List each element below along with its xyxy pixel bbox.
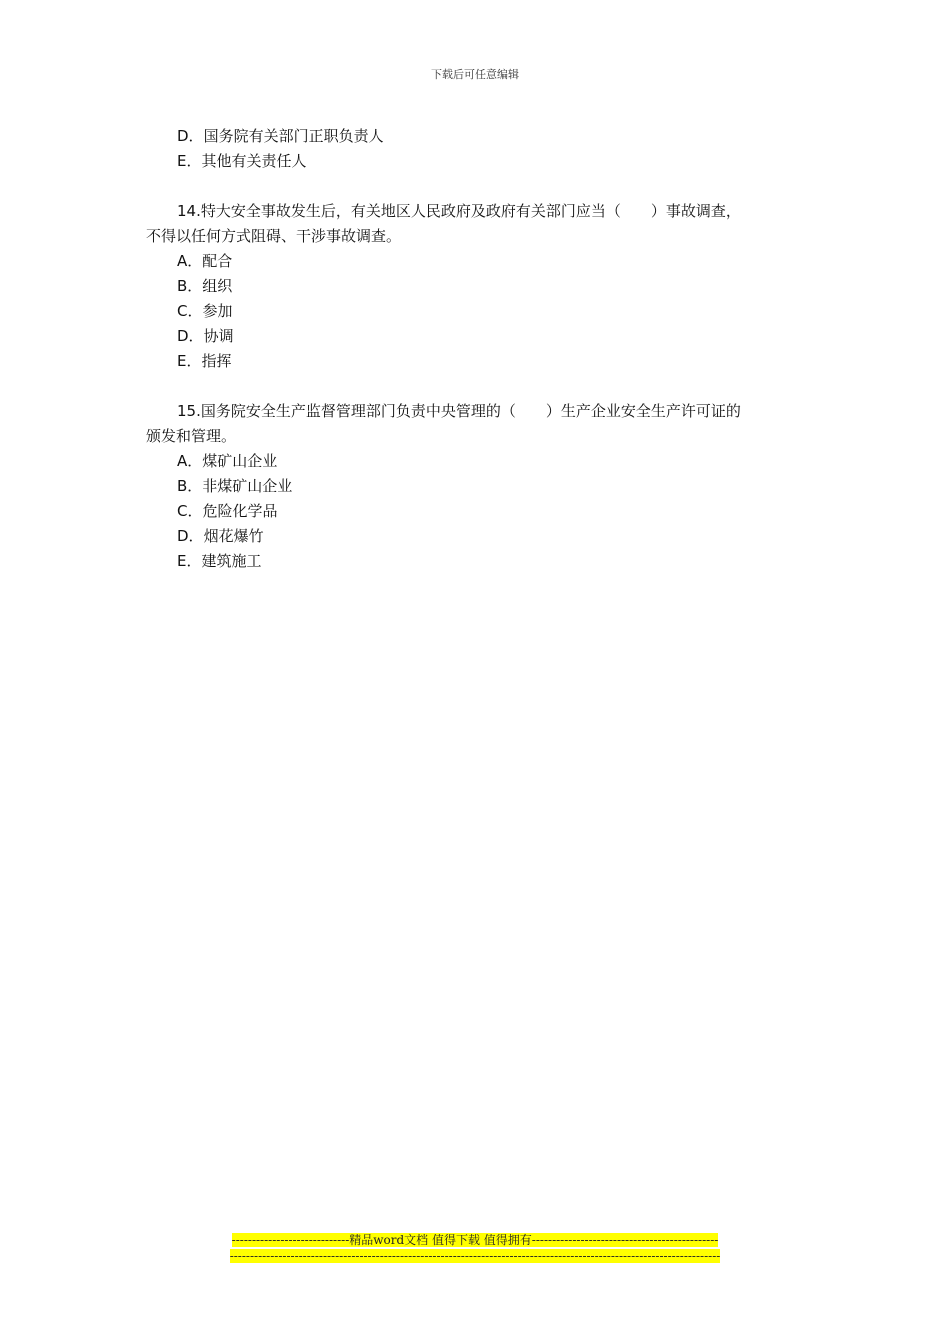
option-text: 国务院有关部门正职负责人	[203, 127, 384, 145]
option-letter: B．	[177, 277, 203, 295]
option-letter: C．	[177, 302, 203, 320]
option-letter: D．	[177, 327, 204, 345]
question-14-option-e	[146, 349, 806, 374]
page-header: 下载后可任意编辑	[431, 68, 519, 81]
question-14-number: 14.	[177, 202, 201, 220]
option-text: 指挥	[201, 352, 232, 370]
option-text: 煤矿山企业	[202, 452, 278, 470]
question-14-option-c	[146, 299, 806, 324]
question-14-stem-line-2: 不得以任何方式阻碍、干涉事故调查。	[146, 227, 402, 245]
option-text: 非煤矿山企业	[202, 477, 293, 495]
document-body	[146, 124, 806, 574]
question-15-option-b	[146, 474, 806, 499]
option-letter: C．	[177, 502, 203, 520]
option-letter: D．	[177, 127, 204, 145]
footer-banner-line-1	[0, 1233, 950, 1248]
question-15-option-e	[146, 549, 806, 574]
option-letter: E．	[177, 152, 202, 170]
question-14-option-a	[146, 249, 806, 274]
question-15-option-a	[146, 449, 806, 474]
question-14-stem-line-1	[146, 199, 806, 224]
option-letter: A．	[177, 252, 203, 270]
option-text: 参加	[202, 302, 233, 320]
option-letter: B．	[177, 477, 203, 495]
question-15-text-1: 国务院安全生产监督管理部门负责中央管理的（ ）生产企业安全生产许可证的	[200, 402, 741, 420]
question-14-text-1: 特大安全事故发生后，有关地区人民政府及政府有关部门应当（ ）事故调查，	[200, 202, 741, 220]
question-13-option-e	[146, 149, 806, 174]
footer-banner-dashes: -------------------------------------------------------------------------------------------------------------------------	[229, 1249, 721, 1263]
option-letter: A．	[177, 452, 203, 470]
question-15-stem-line-1	[146, 399, 806, 424]
question-14	[146, 199, 806, 374]
option-text: 其他有关责任人	[201, 152, 307, 170]
footer-banner-text: -----------------------------精品word文档 值得下载 值得拥有----------------------------------------------	[231, 1233, 719, 1247]
option-text: 危险化学品	[202, 502, 278, 520]
question-15-number: 15.	[177, 402, 201, 420]
option-letter: E．	[177, 552, 202, 570]
option-letter: E．	[177, 352, 202, 370]
option-text: 烟花爆竹	[203, 527, 264, 545]
question-14-option-d	[146, 324, 806, 349]
option-text: 配合	[202, 252, 233, 270]
option-text: 建筑施工	[201, 552, 262, 570]
question-15	[146, 399, 806, 574]
question-14-option-b	[146, 274, 806, 299]
footer-banner-line-2	[0, 1249, 950, 1264]
question-15-option-c	[146, 499, 806, 524]
question-13-option-d	[146, 124, 806, 149]
option-letter: D．	[177, 527, 204, 545]
option-text: 组织	[202, 277, 233, 295]
option-text: 协调	[203, 327, 234, 345]
question-15-option-d	[146, 524, 806, 549]
question-15-stem-line-2: 颁发和管理。	[146, 427, 237, 445]
